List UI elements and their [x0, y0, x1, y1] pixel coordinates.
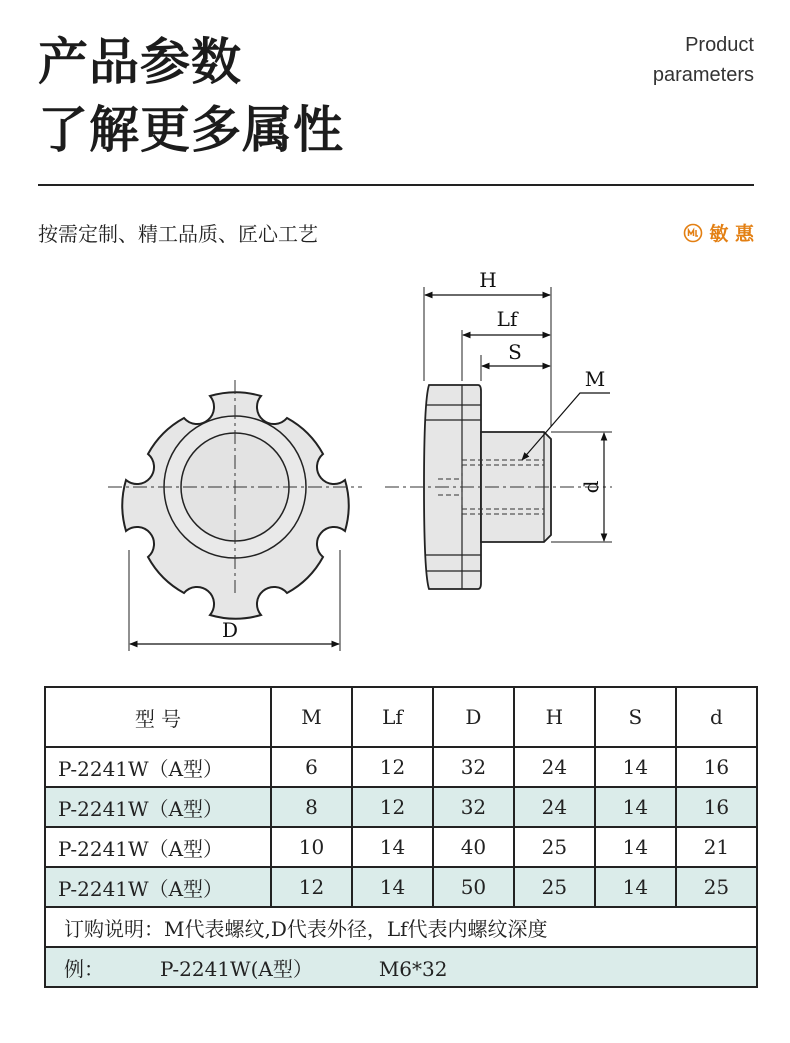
cell-H: 25 [514, 867, 595, 907]
header-cell-H: H [514, 687, 595, 747]
cell-H: 24 [514, 787, 595, 827]
cell-M: 6 [271, 747, 352, 787]
header-cell-d: d [676, 687, 757, 747]
cell-model: P-2241W（A型） [45, 867, 271, 907]
cell-S: 14 [595, 827, 676, 867]
header-divider [38, 184, 754, 186]
cell-d: 16 [676, 747, 757, 787]
cell-S: 14 [595, 867, 676, 907]
cell-Lf: 14 [352, 827, 433, 867]
cell-H: 25 [514, 827, 595, 867]
cell-M: 8 [271, 787, 352, 827]
example-label: 例： [64, 956, 104, 981]
page-title-english [653, 30, 754, 90]
cell-S: 14 [595, 787, 676, 827]
tagline: 按需定制、精工品质、匠心工艺 [38, 222, 318, 246]
cell-H: 24 [514, 747, 595, 787]
example-spec: M6*32 [378, 956, 448, 981]
brand-logo [683, 219, 754, 246]
example-model: P-2241W(A型） [160, 956, 313, 981]
cell-D: 32 [433, 747, 514, 787]
order-note-row [45, 907, 757, 947]
cell-Lf: 14 [352, 867, 433, 907]
dimension-D-label: D [221, 618, 239, 642]
side-view [385, 268, 612, 589]
brand-mark-icon [683, 223, 703, 243]
table-row [45, 787, 757, 827]
example-cell [45, 947, 757, 987]
cell-D: 50 [433, 867, 514, 907]
cell-Lf: 12 [352, 747, 433, 787]
cell-Lf: 12 [352, 787, 433, 827]
cell-D: 40 [433, 827, 514, 867]
table-row [45, 827, 757, 867]
order-note: 订购说明：M代表螺纹,D代表外径，Lf代表内螺纹深度 [45, 907, 757, 947]
table-row [45, 867, 757, 907]
header-cell-M: M [271, 687, 352, 747]
header-cell-S: S [595, 687, 676, 747]
header-cell-Lf: Lf [352, 687, 433, 747]
cell-D: 32 [433, 787, 514, 827]
header-cell-D: D [433, 687, 514, 747]
dimension-H-label: H [479, 268, 497, 292]
table-header-row [45, 687, 757, 747]
page-title-line-1: 产品参数 [38, 33, 242, 91]
cell-model: P-2241W（A型） [45, 787, 271, 827]
header-cell-model: 型 号 [45, 687, 271, 747]
dimension-S-label: S [508, 340, 522, 364]
spec-table [44, 686, 758, 988]
cell-model: P-2241W（A型） [45, 747, 271, 787]
cell-d: 21 [676, 827, 757, 867]
brand-name: 敏 惠 [709, 223, 754, 245]
dimension-d-label: d [579, 480, 603, 494]
page-title-line-2: 了解更多属性 [38, 101, 344, 159]
cell-d: 25 [676, 867, 757, 907]
example-row [45, 947, 757, 987]
table-row [45, 747, 757, 787]
dimension-M-label: M [584, 367, 606, 391]
cell-d: 16 [676, 787, 757, 827]
technical-drawing [0, 255, 790, 675]
title-en-line-1: Product [685, 34, 754, 56]
title-en-line-2: parameters [652, 64, 754, 86]
front-view [108, 380, 362, 651]
dimension-Lf-label: Lf [496, 307, 518, 331]
cell-M: 10 [271, 827, 352, 867]
cell-M: 12 [271, 867, 352, 907]
cell-S: 14 [595, 747, 676, 787]
cell-model: P-2241W（A型） [45, 827, 271, 867]
